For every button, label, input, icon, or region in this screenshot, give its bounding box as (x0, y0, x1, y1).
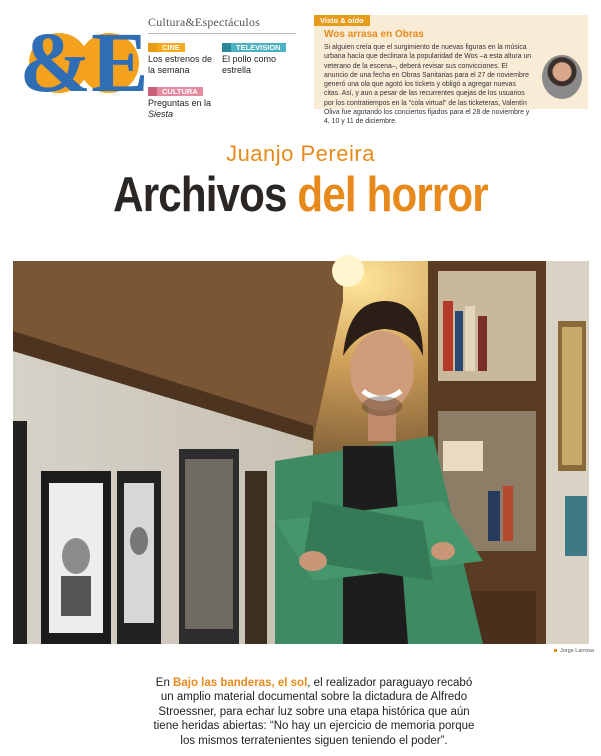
logo-text: &E (19, 14, 149, 110)
index-text-cultura-em: Siesta (148, 109, 174, 119)
intro-pre: En (155, 677, 174, 689)
index-item-cultura[interactable] (148, 86, 228, 120)
promo-avatar (542, 55, 582, 99)
index-tag-television: TELEVISION (222, 43, 286, 52)
promo-title[interactable]: Wos arrasa en Obras (324, 29, 424, 40)
photo-illustration (13, 261, 589, 644)
section-name: Cultura&Espectáculos (148, 15, 260, 29)
photo-credit: Jorge Larrosa (554, 648, 594, 654)
intro-post: , el realizador paraguayo recabó un amplio material documental sobre la dictadura de Alfredo Stroessner, para echar luz sobre una etapa histórica que aún tiene heridas abiertas: “No hay un ejercicio de memoria porque los mismos terratenientes siguen teniendo el poder”. (153, 677, 475, 747)
index-text-television: El pollo como estrella (222, 54, 277, 75)
article-headline (42, 167, 559, 223)
article-byline: Juanjo Pereira (226, 141, 375, 166)
headline-part1: Archivos (113, 168, 287, 222)
article-photo (13, 261, 589, 644)
index-text-cultura-main: Preguntas en la (148, 98, 212, 108)
index-item-television[interactable] (222, 42, 296, 76)
index-item-cine[interactable] (148, 42, 218, 76)
logo-graphic (19, 14, 149, 110)
headline-part2: del horror (297, 168, 488, 222)
intro-film-title: Bajo las banderas, el sol (173, 677, 308, 689)
index-text-cine: Los estrenos de la semana (148, 54, 213, 75)
article-intro (148, 676, 480, 748)
promo-body: Si alguien creía que el surgimiento de nuevas figuras en la música urbana hacía que declinara la popularidad de Wos –a esta altura un veterano de la escena–, deberá revisar sus convicciones. El anuncio de una fecha en Obras Sanitarias para el 27 de noviembre generó una ola que agotó los tickets y obligó a agregar nuevas citas. Así, y aun a pesar de las recurrentes quejas de los usuarios por los contratiempos en la "cola virtual" de las ticketeras, Valentín Oliva fue agotando los conciertos fijados para el 28 de noviembre y 4, 10 y 11 de diciembre. (324, 44, 532, 126)
index-text-cultura (148, 98, 228, 120)
index-tag-cine: CINE (148, 43, 185, 52)
index-tag-cultura: CULTURA (148, 87, 203, 96)
promo-kicker: Visto & oído (314, 15, 370, 26)
promo-box[interactable] (314, 15, 588, 126)
section-divider (148, 33, 296, 34)
section-logo (19, 14, 149, 110)
